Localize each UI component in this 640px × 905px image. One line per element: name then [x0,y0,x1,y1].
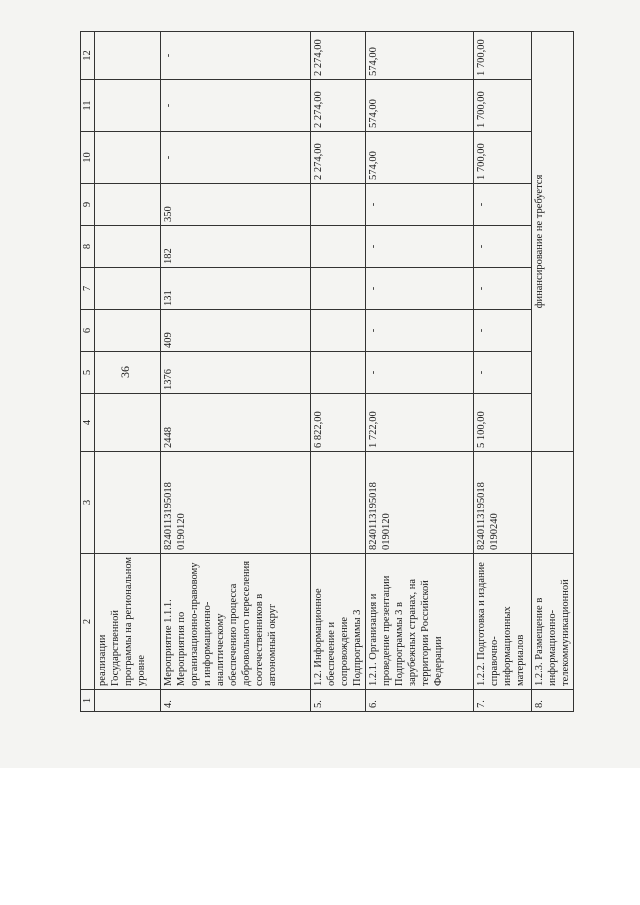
value-cell: - [161,32,311,80]
value-cell: 1 722,00 [366,394,474,452]
value-cell: - [161,80,311,132]
row-number: 4. [161,690,311,712]
budget-code: 8240113195018 0190240 [474,452,532,554]
blank-margin [0,768,640,905]
rotated-content [80,32,580,712]
value-cell: 5 100,00 [474,394,532,452]
row-number: 5. [311,690,366,712]
value-cell: 2 274,00 [311,80,366,132]
value-cell: 574,00 [366,132,474,184]
value-cell: - [474,352,532,394]
row-number: 8. [532,690,574,712]
value-cell: 2448 [161,394,311,452]
header-cell: 1 [81,690,95,712]
value-cell: 2 274,00 [311,32,366,80]
row-description: реализации Государственной программы на региональном уровне [95,554,161,690]
row-description: 1.2. Информационное обеспечение и сопровождение Подпрограммы 3 [311,554,366,690]
header-cell: 9 [81,184,95,226]
value-cell: - [366,184,474,226]
row-description: 1.2.3. Размещение в информационно-телекоммуникационной [532,554,574,690]
table-row [366,32,474,712]
value-cell [311,268,366,310]
value-cell: - [366,310,474,352]
value-cell [311,184,366,226]
table-row [532,32,574,712]
budget-code [532,452,574,554]
header-cell: 7 [81,268,95,310]
row-number: 7. [474,690,532,712]
budget-code [311,452,366,554]
value-cell: 574,00 [366,80,474,132]
value-cell: 131 [161,268,311,310]
value-cell: 1376 [161,352,311,394]
header-cell: 8 [81,226,95,268]
header-cell: 12 [81,32,95,80]
row-description: 1.2.2. Подготовка и издание справочно-информационных материалов [474,554,532,690]
value-cell: - [366,268,474,310]
value-cell: 1 700,00 [474,80,532,132]
table-row [311,32,366,712]
table-header-row [81,32,95,712]
header-cell: 2 [81,554,95,690]
page-number: 36 [118,366,132,378]
header-cell: 4 [81,394,95,452]
value-cell: - [161,132,311,184]
value-cell [311,310,366,352]
budget-code: 8240113195018 0190120 [161,452,311,554]
value-cell: 182 [161,226,311,268]
value-cell: - [366,352,474,394]
header-cell: 6 [81,310,95,352]
table-row [161,32,311,712]
value-cell: - [474,226,532,268]
value-cell: - [474,268,532,310]
financing-note: финансирование не требуется [532,32,574,452]
value-cell: - [366,226,474,268]
value-cell: - [474,310,532,352]
value-cell: 574,00 [366,32,474,80]
value-cell: 1 700,00 [474,132,532,184]
value-cell: 6 822,00 [311,394,366,452]
budget-table [80,31,574,712]
row-description: 1.2.1. Организация и проведение презентации Подпрограммы 3 в зарубежных странах, на территории Российской Федерации [366,554,474,690]
value-cell: 350 [161,184,311,226]
row-number: 6. [366,690,474,712]
header-cell: 11 [81,80,95,132]
row-description: Мероприятие 1.1.1. Мероприятия по организационно-правовому и информационно-аналитическому обеспечению процесса добровольного переселения соотечественников в автономный округ [161,554,311,690]
header-cell: 10 [81,132,95,184]
value-cell: - [474,184,532,226]
value-cell: 1 700,00 [474,32,532,80]
header-cell: 3 [81,452,95,554]
value-cell [311,352,366,394]
value-cell: 2 274,00 [311,132,366,184]
table-row [474,32,532,712]
value-cell: 409 [161,310,311,352]
value-cell [311,226,366,268]
header-cell: 5 [81,352,95,394]
budget-code: 8240113195018 0190120 [366,452,474,554]
